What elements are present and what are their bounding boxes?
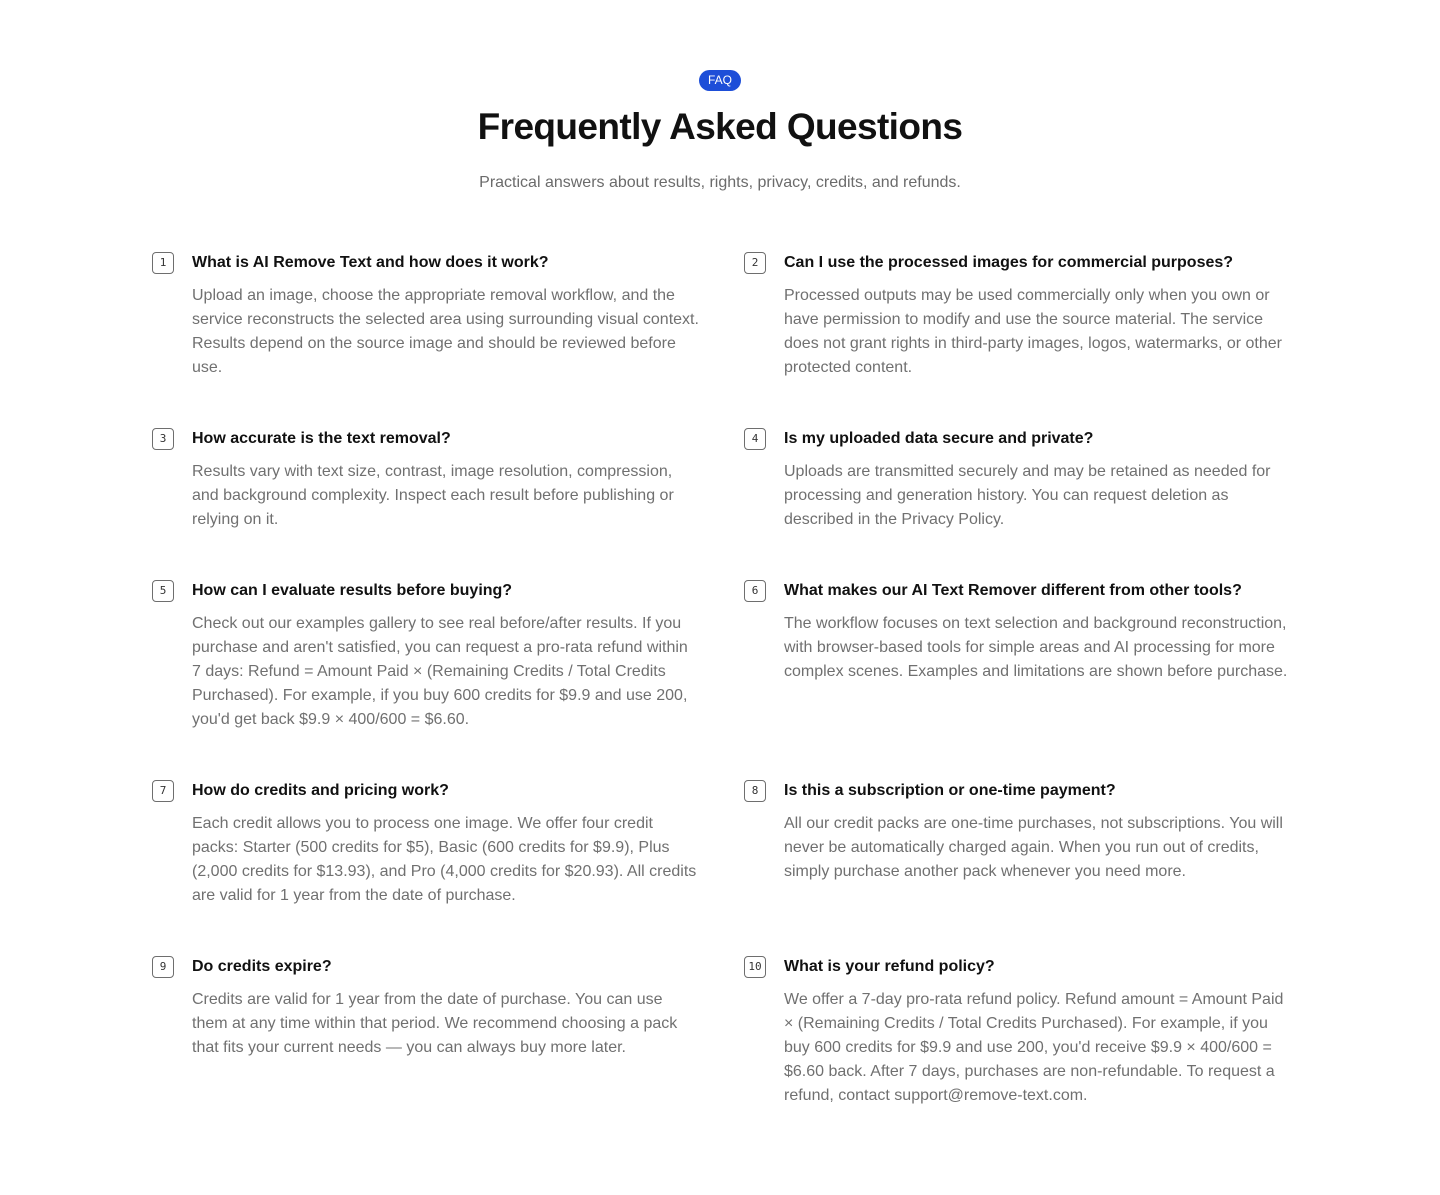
- faq-answer: Upload an image, choose the appropriate removal workflow, and the service reconstructs the selected area using surrounding visual context. Results depend on the source image and should be reviewed before use.: [192, 287, 699, 376]
- faq-answer: Each credit allows you to process one image. We offer four credit packs: Starter (500 credits for $5), Basic (600 credits for $9.9), Plus (2,000 credits for $13.93), and Pro (4,000 credits for $20.93). All credits are valid for 1 year from the date of purchase.: [192, 815, 697, 904]
- faq-question: Is my uploaded data secure and private?: [784, 430, 1094, 447]
- faq-answer: Check out our examples gallery to see real before/after results. If you purchase and aren't satisfied, you can request a pro-rata refund within 7 days: Refund = Amount Paid × (Remaining Credits / Total Credits Purchased). For example, if you buy 600 credits for $9.9 and use 200, you'd get back $9.9 × 400/600 = $6.60.: [192, 615, 688, 728]
- faq-answer: Processed outputs may be used commercially only when you own or have permission to modify and use the source material. The service does not grant rights in third-party images, logos, watermarks, or other protected content.: [784, 287, 1282, 376]
- faq-question: What is AI Remove Text and how does it work?: [192, 254, 549, 271]
- faq-question: Is this a subscription or one-time payment?: [784, 782, 1116, 799]
- faq-answer: All our credit packs are one-time purchases, not subscriptions. You will never be automatically charged again. When you run out of credits, simply purchase another pack whenever you need more.: [784, 815, 1283, 880]
- faq-answer: The workflow focuses on text selection and background reconstruction, with browser-based tools for simple areas and AI processing for more complex scenes. Examples and limitations are shown before purchase.: [784, 615, 1288, 680]
- faq-question: How accurate is the text removal?: [192, 430, 451, 447]
- faq-question: What makes our AI Text Remover different from other tools?: [784, 582, 1242, 599]
- page-subtitle: Practical answers about results, rights, privacy, credits, and refunds.: [479, 174, 961, 191]
- faq-number-badge: 4: [744, 428, 766, 450]
- faq-answer: Results vary with text size, contrast, image resolution, compression, and background complexity. Inspect each result before publishing or relying on it.: [192, 463, 674, 528]
- faq-number-badge: 9: [152, 956, 174, 978]
- faq-question: How can I evaluate results before buying?: [192, 582, 513, 599]
- page-title: Frequently Asked Questions: [477, 106, 963, 147]
- faq-number-badge: 1: [152, 252, 174, 274]
- faq-badge: FAQ: [699, 70, 741, 91]
- faq-number-badge: 8: [744, 780, 766, 802]
- faq-number-badge: 5: [152, 580, 174, 602]
- faq-number-badge: 10: [744, 956, 766, 978]
- faq-number-badge: 3: [152, 428, 174, 450]
- faq-question: What is your refund policy?: [784, 958, 995, 975]
- faq-question: Do credits expire?: [192, 958, 332, 975]
- faq-number-badge: 2: [744, 252, 766, 274]
- faq-answer: We offer a 7-day pro-rata refund policy. Refund amount = Amount Paid × (Remaining Credits / Total Credits Purchased). For example, if you buy 600 credits for $9.9 and use 200, you'd receive $9.9 × 400/600 = $6.60 back. After 7 days, purchases are non-refundable. To request a refund, contact support@remove-text.com.: [784, 991, 1284, 1104]
- faq-answer: Uploads are transmitted securely and may be retained as needed for processing and generation history. You can request deletion as described in the Privacy Policy.: [784, 463, 1271, 528]
- faq-answer: Credits are valid for 1 year from the date of purchase. You can use them at any time within that period. We recommend choosing a pack that fits your current needs — you can always buy more later.: [192, 991, 678, 1056]
- faq-number-badge: 7: [152, 780, 174, 802]
- faq-question: Can I use the processed images for commercial purposes?: [784, 254, 1234, 271]
- faq-question: How do credits and pricing work?: [192, 782, 449, 799]
- faq-number-badge: 6: [744, 580, 766, 602]
